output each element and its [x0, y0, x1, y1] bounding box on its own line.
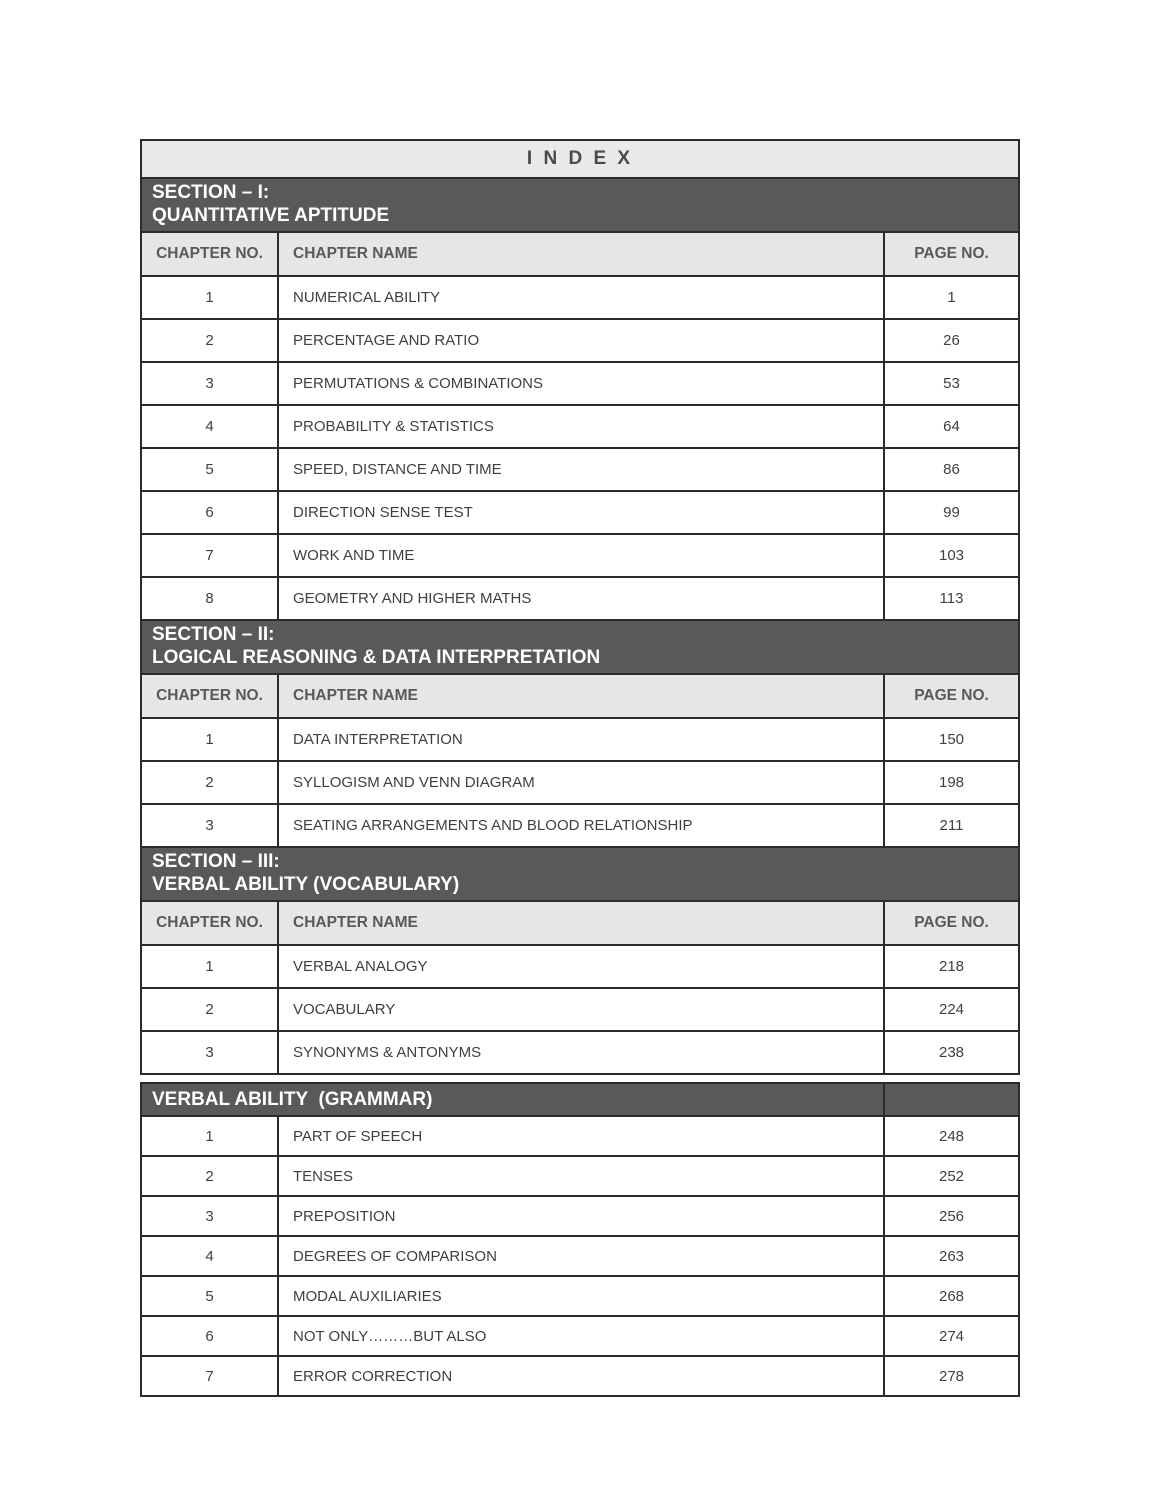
- chapter-number: 4: [141, 1236, 278, 1276]
- column-header-chapter-name: CHAPTER NAME: [278, 232, 884, 276]
- table-row: [141, 761, 1019, 804]
- page-number: 103: [884, 534, 1019, 577]
- page-number: 248: [884, 1116, 1019, 1156]
- chapter-number: 5: [141, 1276, 278, 1316]
- table-row: [141, 1316, 1019, 1356]
- table-row: [141, 988, 1019, 1031]
- chapter-name: DEGREES OF COMPARISON: [278, 1236, 884, 1276]
- chapter-number: 6: [141, 491, 278, 534]
- chapter-number: 2: [141, 988, 278, 1031]
- chapter-name: TENSES: [278, 1156, 884, 1196]
- chapter-name: VOCABULARY: [278, 988, 884, 1031]
- chapter-name: PERMUTATIONS & COMBINATIONS: [278, 362, 884, 405]
- table-row: [141, 718, 1019, 761]
- table-row: [141, 1156, 1019, 1196]
- page-number: 238: [884, 1031, 1019, 1074]
- column-header-page-no: PAGE NO.: [884, 674, 1019, 718]
- chapter-number: 3: [141, 362, 278, 405]
- section-1-sublabel: QUANTITATIVE APTITUDE: [152, 205, 390, 226]
- chapter-name: GEOMETRY AND HIGHER MATHS: [278, 577, 884, 620]
- section-1-header: [141, 178, 1019, 232]
- table-row: [141, 1031, 1019, 1074]
- section-3-band: [141, 847, 1019, 901]
- chapter-name: DATA INTERPRETATION: [278, 718, 884, 761]
- chapter-name: PERCENTAGE AND RATIO: [278, 319, 884, 362]
- table-row: [141, 1116, 1019, 1156]
- table-row: [141, 945, 1019, 988]
- chapter-number: 6: [141, 1316, 278, 1356]
- chapter-name: WORK AND TIME: [278, 534, 884, 577]
- section-3-label: SECTION – III:: [152, 851, 280, 872]
- section-2-sublabel: LOGICAL REASONING & DATA INTERPRETATION: [152, 647, 601, 668]
- grammar-header: [141, 1083, 884, 1116]
- chapter-name: PROBABILITY & STATISTICS: [278, 405, 884, 448]
- chapter-name: ERROR CORRECTION: [278, 1356, 884, 1396]
- page-number: 1: [884, 276, 1019, 319]
- column-header-chapter-name: CHAPTER NAME: [278, 901, 884, 945]
- section-1-column-header: [141, 232, 1019, 276]
- page-number: 211: [884, 804, 1019, 847]
- column-header-chapter-name: CHAPTER NAME: [278, 674, 884, 718]
- chapter-name: MODAL AUXILIARIES: [278, 1276, 884, 1316]
- page-number: 86: [884, 448, 1019, 491]
- section-3-sublabel: VERBAL ABILITY (VOCABULARY): [152, 874, 460, 895]
- section-2-column-header: [141, 674, 1019, 718]
- table-row: [141, 276, 1019, 319]
- grammar-label: VERBAL ABILITY (GRAMMAR): [152, 1089, 433, 1110]
- column-header-chapter-no: CHAPTER NO.: [141, 232, 278, 276]
- index-table: [140, 139, 1020, 1075]
- chapter-name: NUMERICAL ABILITY: [278, 276, 884, 319]
- page-number: 150: [884, 718, 1019, 761]
- chapter-number: 4: [141, 405, 278, 448]
- section-gap: [0, 1075, 1159, 1082]
- page-number: 224: [884, 988, 1019, 1031]
- column-header-chapter-no: CHAPTER NO.: [141, 674, 278, 718]
- section-1-band: [141, 178, 1019, 232]
- page-number: 278: [884, 1356, 1019, 1396]
- section-3-header: [141, 847, 1019, 901]
- section-2-header: [141, 620, 1019, 674]
- chapter-number: 3: [141, 1196, 278, 1236]
- section-1-label: SECTION – I:: [152, 182, 270, 203]
- table-row: [141, 1276, 1019, 1316]
- page-number: 268: [884, 1276, 1019, 1316]
- chapter-name: SPEED, DISTANCE AND TIME: [278, 448, 884, 491]
- column-header-page-no: PAGE NO.: [884, 901, 1019, 945]
- table-row: [141, 448, 1019, 491]
- chapter-number: 1: [141, 276, 278, 319]
- page-number: 99: [884, 491, 1019, 534]
- page-number: 113: [884, 577, 1019, 620]
- chapter-number: 2: [141, 761, 278, 804]
- grammar-band: [141, 1083, 1019, 1116]
- chapter-number: 5: [141, 448, 278, 491]
- chapter-name: SYNONYMS & ANTONYMS: [278, 1031, 884, 1074]
- chapter-number: 1: [141, 1116, 278, 1156]
- page-number: 263: [884, 1236, 1019, 1276]
- table-row: [141, 804, 1019, 847]
- page-number: 256: [884, 1196, 1019, 1236]
- table-row: [141, 1236, 1019, 1276]
- chapter-number: 2: [141, 319, 278, 362]
- page-number: 53: [884, 362, 1019, 405]
- chapter-name: SYLLOGISM AND VENN DIAGRAM: [278, 761, 884, 804]
- chapter-number: 8: [141, 577, 278, 620]
- page-number: 64: [884, 405, 1019, 448]
- index-title-row: [141, 140, 1019, 178]
- table-row: [141, 405, 1019, 448]
- column-header-page-no: PAGE NO.: [884, 232, 1019, 276]
- section-2-band: [141, 620, 1019, 674]
- page-number: 274: [884, 1316, 1019, 1356]
- chapter-name: SEATING ARRANGEMENTS AND BLOOD RELATIONSHIP: [278, 804, 884, 847]
- column-header-chapter-no: CHAPTER NO.: [141, 901, 278, 945]
- page-number: 26: [884, 319, 1019, 362]
- grammar-table: [140, 1082, 1020, 1397]
- chapter-number: 3: [141, 1031, 278, 1074]
- page-number: 252: [884, 1156, 1019, 1196]
- table-row: [141, 534, 1019, 577]
- table-row: [141, 577, 1019, 620]
- page-title: I N D E X: [141, 140, 1019, 178]
- chapter-name: PREPOSITION: [278, 1196, 884, 1236]
- chapter-name: DIRECTION SENSE TEST: [278, 491, 884, 534]
- table-row: [141, 1196, 1019, 1236]
- chapter-number: 1: [141, 945, 278, 988]
- table-row: [141, 1356, 1019, 1396]
- chapter-number: 1: [141, 718, 278, 761]
- section-3-column-header: [141, 901, 1019, 945]
- page-number: 198: [884, 761, 1019, 804]
- chapter-number: 7: [141, 1356, 278, 1396]
- table-row: [141, 319, 1019, 362]
- chapter-number: 2: [141, 1156, 278, 1196]
- chapter-name: NOT ONLY………BUT ALSO: [278, 1316, 884, 1356]
- section-2-label: SECTION – II:: [152, 624, 275, 645]
- grammar-header-page-cell: [884, 1083, 1019, 1116]
- table-row: [141, 491, 1019, 534]
- chapter-number: 3: [141, 804, 278, 847]
- chapter-name: PART OF SPEECH: [278, 1116, 884, 1156]
- chapter-name: VERBAL ANALOGY: [278, 945, 884, 988]
- chapter-number: 7: [141, 534, 278, 577]
- table-row: [141, 362, 1019, 405]
- page-number: 218: [884, 945, 1019, 988]
